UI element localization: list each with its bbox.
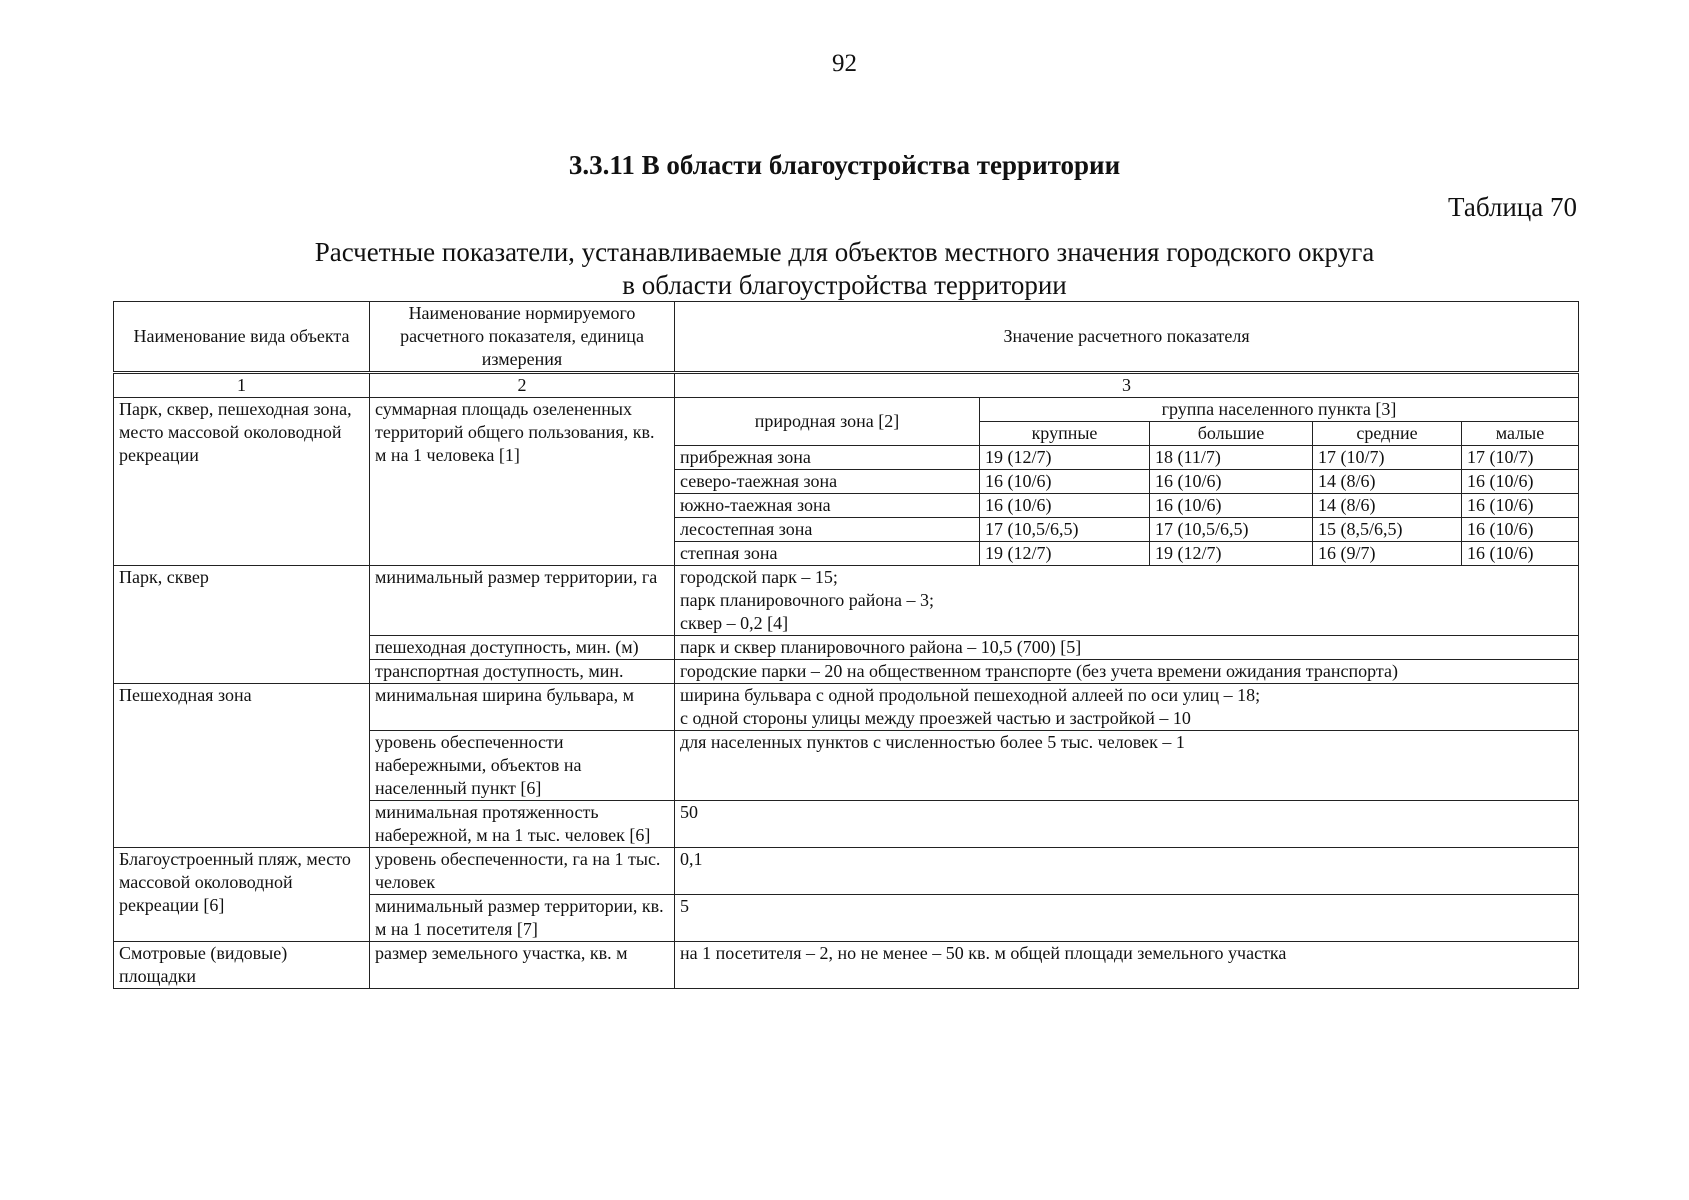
- indicator-value: 5: [675, 895, 1579, 942]
- zone-value: 16 (9/7): [1313, 542, 1462, 566]
- indicator-value: [675, 684, 1579, 731]
- table-number: Таблица 70: [1448, 192, 1577, 222]
- object-pedestrian-zone: Пешеходная зона: [114, 684, 370, 848]
- table-row: [114, 684, 1579, 731]
- object-beach: Благоустроенный пляж, место массовой околоводной рекреации [6]: [114, 848, 370, 942]
- zone-name: лесостепная зона: [675, 518, 980, 542]
- page-number: 92: [832, 50, 857, 77]
- zone-value: 19 (12/7): [980, 446, 1150, 470]
- indicator: уровень обеспеченности, га на 1 тыс. человек: [370, 848, 675, 895]
- group-big: большие: [1150, 422, 1313, 446]
- column-numbers-row: [114, 373, 1579, 398]
- zone-value: 16 (10/6): [980, 470, 1150, 494]
- caption-line-2: в области благоустройства территории: [622, 270, 1067, 300]
- settlement-group-header: группа населенного пункта [3]: [980, 398, 1579, 422]
- table-row: [114, 566, 1579, 636]
- zone-value: 19 (12/7): [980, 542, 1150, 566]
- column-number-3: 3: [675, 373, 1579, 398]
- indicator-value: [675, 566, 1579, 636]
- table-row: [114, 848, 1579, 895]
- group-large: крупные: [980, 422, 1150, 446]
- indicator: минимальный размер территории, кв. м на 1 посетителя [7]: [370, 895, 675, 942]
- zone-value: 16 (10/6): [1150, 470, 1313, 494]
- zone-value: 16 (10/6): [1462, 542, 1579, 566]
- value-line: ширина бульвара с одной продольной пешеходной аллеей по оси улиц – 18;: [680, 685, 1261, 705]
- indicator: минимальная протяженность набережной, м на 1 тыс. человек [6]: [370, 801, 675, 848]
- zone-value: 16 (10/6): [1462, 518, 1579, 542]
- table-row: [114, 398, 1579, 422]
- nature-zone-header: природная зона [2]: [675, 398, 980, 446]
- zone-value: 16 (10/6): [980, 494, 1150, 518]
- indicator: минимальный размер территории, га: [370, 566, 675, 636]
- zone-value: 14 (8/6): [1313, 470, 1462, 494]
- zone-name: северо-таежная зона: [675, 470, 980, 494]
- value-line: с одной стороны улицы между проезжей частью и застройкой – 10: [680, 708, 1191, 728]
- header-object-type: Наименование вида объекта: [114, 302, 370, 373]
- header-indicator: Наименование нормируемого расчетного показателя, единица измерения: [370, 302, 675, 373]
- object-park-zone: Парк, сквер, пешеходная зона, место массовой околоводной рекреации: [114, 398, 370, 566]
- indicator-value: на 1 посетителя – 2, но не менее – 50 кв. м общей площади земельного участка: [675, 942, 1579, 989]
- zone-value: 17 (10/7): [1462, 446, 1579, 470]
- column-number-2: 2: [370, 373, 675, 398]
- header-row: [114, 302, 1579, 373]
- indicator: минимальная ширина бульвара, м: [370, 684, 675, 731]
- zone-value: 14 (8/6): [1313, 494, 1462, 518]
- object-viewpoint: Смотровые (видовые) площадки: [114, 942, 370, 989]
- zone-value: 17 (10/7): [1313, 446, 1462, 470]
- indicator-green-area: суммарная площадь озелененных территорий общего пользования, кв. м на 1 человека [1]: [370, 398, 675, 566]
- group-medium: средние: [1313, 422, 1462, 446]
- zone-name: южно-таежная зона: [675, 494, 980, 518]
- zone-value: 16 (10/6): [1462, 494, 1579, 518]
- caption-line-1: Расчетные показатели, устанавливаемые для объектов местного значения городского округа: [314, 237, 1375, 267]
- header-value: Значение расчетного показателя: [675, 302, 1579, 373]
- table-row: [114, 942, 1579, 989]
- column-number-1: 1: [114, 373, 370, 398]
- zone-value: 18 (11/7): [1150, 446, 1313, 470]
- zone-value: 17 (10,5/6,5): [980, 518, 1150, 542]
- indicator-value: для населенных пунктов с численностью более 5 тыс. человек – 1: [675, 731, 1579, 801]
- zone-value: 15 (8,5/6,5): [1313, 518, 1462, 542]
- object-park: Парк, сквер: [114, 566, 370, 684]
- value-line: сквер – 0,2 [4]: [680, 613, 789, 633]
- zone-value: 17 (10,5/6,5): [1150, 518, 1313, 542]
- value-line: парк планировочного района – 3;: [680, 590, 935, 610]
- value-line: городской парк – 15;: [680, 567, 838, 587]
- indicator: транспортная доступность, мин.: [370, 660, 675, 684]
- indicator-value: парк и сквер планировочного района – 10,5 (700) [5]: [675, 636, 1579, 660]
- group-small: малые: [1462, 422, 1579, 446]
- table-caption: [0, 236, 1689, 302]
- indicator-value: городские парки – 20 на общественном транспорте (без учета времени ожидания транспорта): [675, 660, 1579, 684]
- zone-value: 16 (10/6): [1462, 470, 1579, 494]
- indicator: размер земельного участка, кв. м: [370, 942, 675, 989]
- indicator-value: 0,1: [675, 848, 1579, 895]
- zone-name: степная зона: [675, 542, 980, 566]
- zone-name: прибрежная зона: [675, 446, 980, 470]
- section-title: 3.3.11 В области благоустройства территории: [568, 150, 1121, 180]
- indicator: пешеходная доступность, мин. (м): [370, 636, 675, 660]
- zone-value: 19 (12/7): [1150, 542, 1313, 566]
- indicator-value: 50: [675, 801, 1579, 848]
- zone-value: 16 (10/6): [1150, 494, 1313, 518]
- norms-table: [113, 301, 1579, 989]
- indicator: уровень обеспеченности набережными, объектов на населенный пункт [6]: [370, 731, 675, 801]
